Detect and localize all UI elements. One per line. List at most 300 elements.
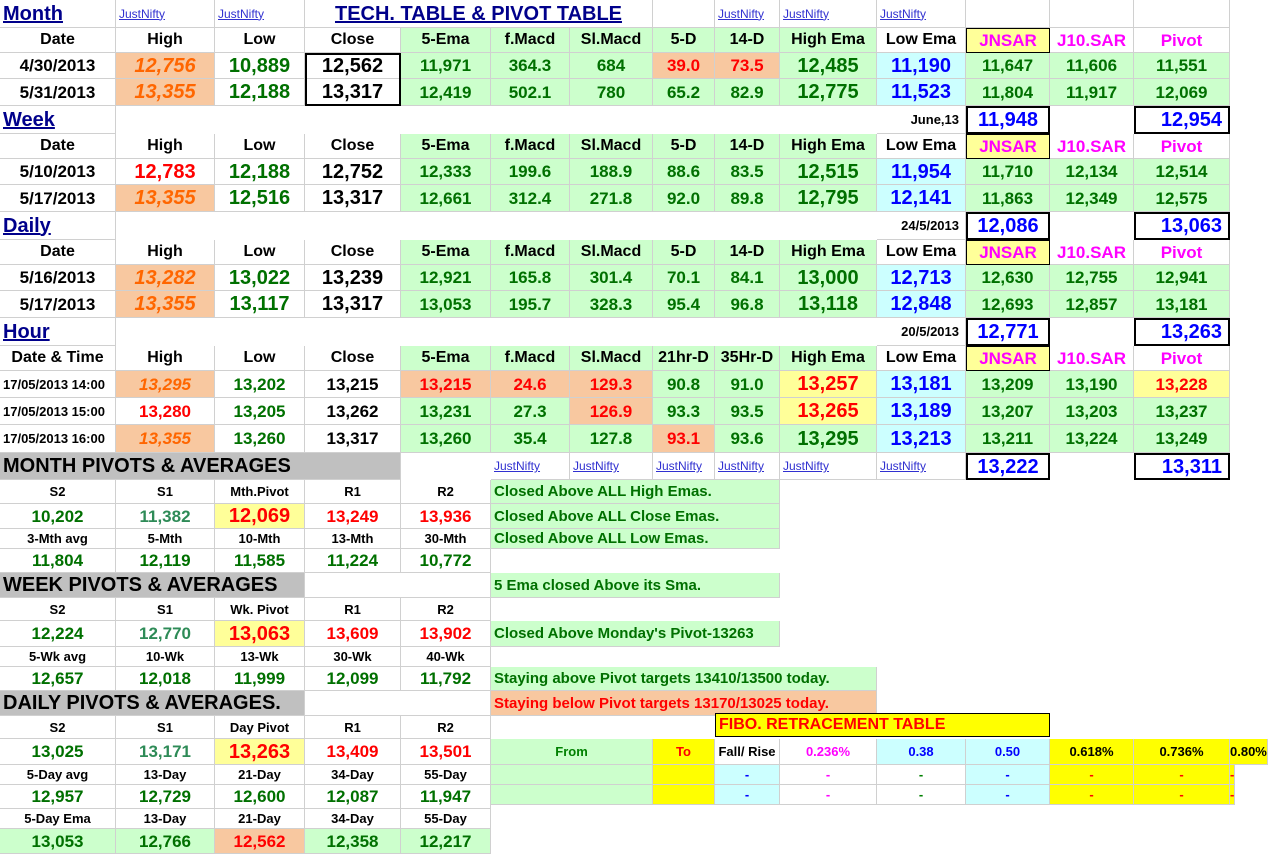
col-header-slmacd: Sl.Macd bbox=[570, 346, 653, 371]
week-fmacd-cell: 312.4 bbox=[491, 185, 570, 212]
fibo-level-header: 0.38 bbox=[877, 739, 966, 765]
week-pivot-value-4: 13,902 bbox=[401, 621, 491, 647]
week-avg-value-0: 12,657 bbox=[0, 667, 116, 691]
fibo-level-header: 0.618% bbox=[1050, 739, 1134, 765]
month-lowema-cell: 11,523 bbox=[877, 79, 966, 106]
fibo-level-cell: - bbox=[780, 785, 877, 805]
month-pivot-cell: 12,069 bbox=[1134, 79, 1230, 106]
col-header-d14: 14-D bbox=[715, 134, 780, 159]
daily-ema-value-0: 13,053 bbox=[0, 829, 116, 854]
month-avg-header-0: 3-Mth avg bbox=[0, 529, 116, 549]
week-avg-header-1: 10-Wk bbox=[116, 647, 215, 667]
daily-d14-cell: 84.1 bbox=[715, 265, 780, 291]
col-header-fmacd: f.Macd bbox=[491, 28, 570, 53]
col-header-fmacd: f.Macd bbox=[491, 134, 570, 159]
month-avg-value-2: 11,585 bbox=[215, 549, 305, 573]
daily-pivot-header-4: R2 bbox=[401, 716, 491, 739]
month-high-cell: 13,355 bbox=[116, 79, 215, 106]
month-d5-cell: 39.0 bbox=[653, 53, 715, 79]
week-avg-header-4: 40-Wk bbox=[401, 647, 491, 667]
daily-low-cell: 13,117 bbox=[215, 291, 305, 318]
hour-close-cell: 13,215 bbox=[305, 371, 401, 398]
month-pivot-value-2: 12,069 bbox=[215, 504, 305, 529]
justnifty-link: JustNifty bbox=[653, 453, 715, 480]
col-header-lowema: Low Ema bbox=[877, 134, 966, 159]
hour-lowema-cell: 13,189 bbox=[877, 398, 966, 425]
week-pivot-value-2: 13,063 bbox=[215, 621, 305, 647]
daily-pivot-value-0: 13,025 bbox=[0, 739, 116, 765]
hour-date-cell: 17/05/2013 15:00 bbox=[0, 398, 116, 425]
fibo-level-cell: - bbox=[877, 765, 966, 785]
col-header-high: High bbox=[116, 28, 215, 53]
hour-high-cell: 13,280 bbox=[116, 398, 215, 425]
month-next-jnsar: 11,948 bbox=[966, 106, 1050, 134]
daily-close-cell: 13,239 bbox=[305, 265, 401, 291]
month-jnsar-cell: 11,804 bbox=[966, 79, 1050, 106]
col-header-h35: 35Hr-D bbox=[715, 346, 780, 371]
hour-ema5-cell: 13,231 bbox=[401, 398, 491, 425]
daily-pivot-header-2: Day Pivot bbox=[215, 716, 305, 739]
col-header-d5: 5-D bbox=[653, 28, 715, 53]
month-avg-value-0: 11,804 bbox=[0, 549, 116, 573]
col-header-j10sar: J10.SAR bbox=[1050, 346, 1134, 371]
daily-ema-value-4: 12,217 bbox=[401, 829, 491, 854]
week-d5-cell: 88.6 bbox=[653, 159, 715, 185]
month-avg-value-1: 12,119 bbox=[116, 549, 215, 573]
month-low-cell: 12,188 bbox=[215, 79, 305, 106]
fibo-level-cell: - bbox=[877, 785, 966, 805]
daily-next-pivot: 13,263 bbox=[1134, 318, 1230, 346]
week-pivot-header-4: R2 bbox=[401, 598, 491, 621]
fibo-from-header: From bbox=[491, 739, 653, 765]
daily-avg-value-3: 12,087 bbox=[305, 785, 401, 809]
daily-avg-value-4: 11,947 bbox=[401, 785, 491, 809]
daily-ema-header-3: 34-Day bbox=[305, 809, 401, 829]
fibo-to-header: To bbox=[653, 739, 715, 765]
daily-pivot-cell: 12,941 bbox=[1134, 265, 1230, 291]
fibo-fall-header: Fall/ Rise bbox=[715, 739, 780, 765]
daily-pivot-header-0: S2 bbox=[0, 716, 116, 739]
col-header-date: Date bbox=[0, 240, 116, 265]
col-header-date: Date bbox=[0, 134, 116, 159]
signal-note: Closed Above ALL Close Emas. bbox=[491, 504, 780, 529]
col-header-slmacd: Sl.Macd bbox=[570, 28, 653, 53]
empty bbox=[305, 691, 491, 716]
justnifty-link: JustNifty bbox=[780, 453, 877, 480]
daily-next-jnsar: 12,771 bbox=[966, 318, 1050, 346]
month-pivot-value-4: 13,936 bbox=[401, 504, 491, 529]
week-avg-header-2: 13-Wk bbox=[215, 647, 305, 667]
hour-date-cell: 17/05/2013 16:00 bbox=[0, 425, 116, 453]
daily-fmacd-cell: 165.8 bbox=[491, 265, 570, 291]
hour-date-cell: 17/05/2013 14:00 bbox=[0, 371, 116, 398]
col-header-ema5: 5-Ema bbox=[401, 240, 491, 265]
hour-d14-cell: 91.0 bbox=[715, 371, 780, 398]
justnifty-link: JustNifty bbox=[491, 453, 570, 480]
month-pivot-value-1: 11,382 bbox=[116, 504, 215, 529]
daily-jnsar-cell: 12,693 bbox=[966, 291, 1050, 318]
justnifty-link: JustNifty bbox=[570, 453, 653, 480]
hour-high-cell: 13,295 bbox=[116, 371, 215, 398]
daily-ema-value-1: 12,766 bbox=[116, 829, 215, 854]
week-jnsar-cell: 11,710 bbox=[966, 159, 1050, 185]
col-header-j10sar: J10.SAR bbox=[1050, 134, 1134, 159]
month-date-cell: 5/31/2013 bbox=[0, 79, 116, 106]
month-j10sar-cell: 11,606 bbox=[1050, 53, 1134, 79]
week-ema5-cell: 12,661 bbox=[401, 185, 491, 212]
fibo-level-cell: - bbox=[1134, 785, 1230, 805]
hour-close-cell: 13,262 bbox=[305, 398, 401, 425]
fibo-level-header: 0.736% bbox=[1134, 739, 1230, 765]
col-header-high: High bbox=[116, 134, 215, 159]
col-header-close: Close bbox=[305, 240, 401, 265]
section-hour: Hour bbox=[0, 318, 116, 346]
month-next-pivot: 12,954 bbox=[1134, 106, 1230, 134]
hour-lowema-cell: 13,181 bbox=[877, 371, 966, 398]
fibo-level-header: 0.80% bbox=[1230, 739, 1268, 765]
week-lowema-cell: 11,954 bbox=[877, 159, 966, 185]
week-slmacd-cell: 188.9 bbox=[570, 159, 653, 185]
month-pivot-header-2: Mth.Pivot bbox=[215, 480, 305, 504]
hour-j10sar-cell: 13,224 bbox=[1050, 425, 1134, 453]
daily-slmacd-cell: 301.4 bbox=[570, 265, 653, 291]
col-header-d14: 14-D bbox=[715, 240, 780, 265]
week-pivot-header-1: S1 bbox=[116, 598, 215, 621]
month-date-cell: 4/30/2013 bbox=[0, 53, 116, 79]
hour-d5-cell: 93.1 bbox=[653, 425, 715, 453]
week-highema-cell: 12,515 bbox=[780, 159, 877, 185]
month-pivot-cell: 11,551 bbox=[1134, 53, 1230, 79]
month-avg-value-4: 10,772 bbox=[401, 549, 491, 573]
week-next-pivot: 13,063 bbox=[1134, 212, 1230, 240]
col-header-d5: 5-D bbox=[653, 240, 715, 265]
daily-highema-cell: 13,000 bbox=[780, 265, 877, 291]
justnifty-link: JustNifty bbox=[715, 453, 780, 480]
daily-close-cell: 13,317 bbox=[305, 291, 401, 318]
hour-slmacd-cell: 129.3 bbox=[570, 371, 653, 398]
col-header-h21: 21hr-D bbox=[653, 346, 715, 371]
hour-fmacd-cell: 24.6 bbox=[491, 371, 570, 398]
daily-pivot-value-2: 13,263 bbox=[215, 739, 305, 765]
col-header-highema: High Ema bbox=[780, 240, 877, 265]
daily-avg-header-4: 55-Day bbox=[401, 765, 491, 785]
daily-slmacd-cell: 328.3 bbox=[570, 291, 653, 318]
col-header-pivot: Pivot bbox=[1134, 28, 1230, 53]
col-header-lowema: Low Ema bbox=[877, 346, 966, 371]
month-low-cell: 10,889 bbox=[215, 53, 305, 79]
col-header-slmacd: Sl.Macd bbox=[570, 240, 653, 265]
daily-pivot-header-1: S1 bbox=[116, 716, 215, 739]
col-header-j10sar: J10.SAR bbox=[1050, 28, 1134, 53]
col-header-ema5: 5-Ema bbox=[401, 134, 491, 159]
daily-avg-value-0: 12,957 bbox=[0, 785, 116, 809]
col-header-pivot: Pivot bbox=[1134, 134, 1230, 159]
close-box bbox=[305, 53, 401, 106]
hour-j10sar-cell: 13,203 bbox=[1050, 398, 1134, 425]
week-pivot-header-0: S2 bbox=[0, 598, 116, 621]
col-header-jnsar: JNSAR bbox=[966, 134, 1050, 159]
col-header-low: Low bbox=[215, 346, 305, 371]
daily-ema-header-0: 5-Day Ema bbox=[0, 809, 116, 829]
month-j10sar-cell: 11,917 bbox=[1050, 79, 1134, 106]
daily-lowema-cell: 12,713 bbox=[877, 265, 966, 291]
col-header-jnsar: JNSAR bbox=[966, 346, 1050, 371]
section-week: Week bbox=[0, 106, 116, 134]
page-title: TECH. TABLE & PIVOT TABLE bbox=[305, 0, 653, 28]
month-pivot-header-3: R1 bbox=[305, 480, 401, 504]
week-ema5-cell: 12,333 bbox=[401, 159, 491, 185]
fibo-fall-cell: - bbox=[715, 785, 780, 805]
month-highema-cell: 12,485 bbox=[780, 53, 877, 79]
col-header-pivot: Pivot bbox=[1134, 346, 1230, 371]
daily-ema-value-3: 12,358 bbox=[305, 829, 401, 854]
week-avg-value-3: 12,099 bbox=[305, 667, 401, 691]
fibo-from-cell bbox=[491, 785, 653, 805]
week-close-cell: 13,317 bbox=[305, 185, 401, 212]
daily-pivot-header-3: R1 bbox=[305, 716, 401, 739]
month-avg-header-1: 5-Mth bbox=[116, 529, 215, 549]
daily-date-cell: 5/17/2013 bbox=[0, 291, 116, 318]
hour-d14-cell: 93.6 bbox=[715, 425, 780, 453]
col-header-lowema: Low Ema bbox=[877, 28, 966, 53]
empty bbox=[653, 0, 715, 28]
fibo-from-cell bbox=[491, 765, 653, 785]
fibo-title: FIBO. RETRACEMENT TABLE bbox=[715, 713, 1050, 737]
section-month: Month bbox=[0, 0, 116, 28]
month-avg-header-3: 13-Mth bbox=[305, 529, 401, 549]
fibo-level-cell: - bbox=[1230, 785, 1235, 805]
daily-low-cell: 13,022 bbox=[215, 265, 305, 291]
daily-ema-header-1: 13-Day bbox=[116, 809, 215, 829]
col-header-pivot: Pivot bbox=[1134, 240, 1230, 265]
col-header-highema: High Ema bbox=[780, 346, 877, 371]
month-avg-header-4: 30-Mth bbox=[401, 529, 491, 549]
daily-d5-cell: 70.1 bbox=[653, 265, 715, 291]
hour-highema-cell: 13,295 bbox=[780, 425, 877, 453]
month-avg-value-3: 11,224 bbox=[305, 549, 401, 573]
daily-ema5-cell: 13,053 bbox=[401, 291, 491, 318]
fibo-level-header: 0.236% bbox=[780, 739, 877, 765]
month-lowema-cell: 11,190 bbox=[877, 53, 966, 79]
fibo-level-header: 0.50 bbox=[966, 739, 1050, 765]
signal-note: Staying below Pivot targets 13170/13025 today. bbox=[491, 691, 877, 716]
month-jnsar-cell: 11,647 bbox=[966, 53, 1050, 79]
col-header-d14: 14-D bbox=[715, 28, 780, 53]
hour-j10sar-cell: 13,190 bbox=[1050, 371, 1134, 398]
daily-j10sar-cell: 12,755 bbox=[1050, 265, 1134, 291]
col-header-low: Low bbox=[215, 134, 305, 159]
fibo-level-cell: - bbox=[966, 785, 1050, 805]
fibo-level-cell: - bbox=[966, 765, 1050, 785]
week-avg-header-3: 30-Wk bbox=[305, 647, 401, 667]
daily-d14-cell: 96.8 bbox=[715, 291, 780, 318]
month-d14-cell: 73.5 bbox=[715, 53, 780, 79]
justnifty-link: JustNifty bbox=[116, 0, 215, 28]
justnifty-link: JustNifty bbox=[215, 0, 305, 28]
signal-note: Staying above Pivot targets 13410/13500 today. bbox=[491, 667, 877, 691]
col-header-low: Low bbox=[215, 240, 305, 265]
week-high-cell: 13,355 bbox=[116, 185, 215, 212]
signal-note: Closed Above ALL High Emas. bbox=[491, 480, 780, 504]
col-header-jnsar: JNSAR bbox=[966, 28, 1050, 53]
col-header-jnsar: JNSAR bbox=[966, 240, 1050, 265]
week-fmacd-cell: 199.6 bbox=[491, 159, 570, 185]
daily-high-cell: 13,282 bbox=[116, 265, 215, 291]
hour-pivot-cell: 13,249 bbox=[1134, 425, 1230, 453]
col-header-highema: High Ema bbox=[780, 28, 877, 53]
month-highema-cell: 12,775 bbox=[780, 79, 877, 106]
month-pivot-header-1: S1 bbox=[116, 480, 215, 504]
hour-low-cell: 13,260 bbox=[215, 425, 305, 453]
hour-close-cell: 13,317 bbox=[305, 425, 401, 453]
week-pivot-header-2: Wk. Pivot bbox=[215, 598, 305, 621]
daily-j10sar-cell: 12,857 bbox=[1050, 291, 1134, 318]
col-header-low: Low bbox=[215, 28, 305, 53]
month-d5-cell: 65.2 bbox=[653, 79, 715, 106]
hour-next-jnsar: 13,222 bbox=[966, 453, 1050, 480]
col-header-fmacd: f.Macd bbox=[491, 240, 570, 265]
month-close-cell: 13,317 bbox=[305, 79, 401, 106]
week-close-cell: 12,752 bbox=[305, 159, 401, 185]
fibo-level-cell: - bbox=[1134, 765, 1230, 785]
fibo-to-cell bbox=[653, 785, 715, 805]
week-high-cell: 12,783 bbox=[116, 159, 215, 185]
week-avg-value-2: 11,999 bbox=[215, 667, 305, 691]
daily-date-cell: 5/16/2013 bbox=[0, 265, 116, 291]
week-lowema-cell: 12,141 bbox=[877, 185, 966, 212]
daily-avg-header-0: 5-Day avg bbox=[0, 765, 116, 785]
justnifty-link: JustNifty bbox=[877, 0, 966, 28]
col-header-high: High bbox=[116, 346, 215, 371]
fibo-fall-cell: - bbox=[715, 765, 780, 785]
hour-d14-cell: 93.5 bbox=[715, 398, 780, 425]
hour-slmacd-cell: 126.9 bbox=[570, 398, 653, 425]
week-pivot-value-3: 13,609 bbox=[305, 621, 401, 647]
hour-ema5-cell: 13,215 bbox=[401, 371, 491, 398]
month-pivots-title: MONTH PIVOTS & AVERAGES bbox=[0, 453, 401, 480]
daily-jnsar-cell: 12,630 bbox=[966, 265, 1050, 291]
week-pivot-value-0: 12,224 bbox=[0, 621, 116, 647]
fibo-level-cell: - bbox=[1230, 765, 1235, 785]
hour-high-cell: 13,355 bbox=[116, 425, 215, 453]
month-fmacd-cell: 364.3 bbox=[491, 53, 570, 79]
fibo-level-cell: - bbox=[780, 765, 877, 785]
hour-highema-cell: 13,265 bbox=[780, 398, 877, 425]
fibo-to-cell bbox=[653, 765, 715, 785]
signal-note: 5 Ema closed Above its Sma. bbox=[491, 573, 780, 598]
justnifty-link: JustNifty bbox=[877, 453, 966, 480]
hour-d5-cell: 93.3 bbox=[653, 398, 715, 425]
daily-ema-header-2: 21-Day bbox=[215, 809, 305, 829]
week-avg-header-0: 5-Wk avg bbox=[0, 647, 116, 667]
month-ema5-cell: 12,419 bbox=[401, 79, 491, 106]
daily-pivot-cell: 13,181 bbox=[1134, 291, 1230, 318]
col-header-j10sar: J10.SAR bbox=[1050, 240, 1134, 265]
month-close-cell: 12,562 bbox=[305, 53, 401, 79]
empty bbox=[1050, 0, 1134, 28]
daily-pivots-title: DAILY PIVOTS & AVERAGES. bbox=[0, 691, 305, 716]
hour-ema5-cell: 13,260 bbox=[401, 425, 491, 453]
hour-fmacd-cell: 27.3 bbox=[491, 398, 570, 425]
empty bbox=[966, 0, 1050, 28]
week-date-cell: 5/10/2013 bbox=[0, 159, 116, 185]
hour-low-cell: 13,205 bbox=[215, 398, 305, 425]
daily-pivot-value-4: 13,501 bbox=[401, 739, 491, 765]
week-pivot-cell: 12,575 bbox=[1134, 185, 1230, 212]
col-header-d5: 5-D bbox=[653, 134, 715, 159]
month-pivot-value-0: 10,202 bbox=[0, 504, 116, 529]
col-header-high: High bbox=[116, 240, 215, 265]
daily-high-cell: 13,355 bbox=[116, 291, 215, 318]
week-date-cell: 5/17/2013 bbox=[0, 185, 116, 212]
week-j10sar-cell: 12,134 bbox=[1050, 159, 1134, 185]
week-d14-cell: 89.8 bbox=[715, 185, 780, 212]
week-slmacd-cell: 271.8 bbox=[570, 185, 653, 212]
signal-note: Closed Above ALL Low Emas. bbox=[491, 529, 780, 549]
week-next-label: 24/5/2013 bbox=[877, 212, 966, 240]
daily-d5-cell: 95.4 bbox=[653, 291, 715, 318]
week-d5-cell: 92.0 bbox=[653, 185, 715, 212]
week-low-cell: 12,516 bbox=[215, 185, 305, 212]
week-pivots-title: WEEK PIVOTS & AVERAGES bbox=[0, 573, 305, 598]
week-j10sar-cell: 12,349 bbox=[1050, 185, 1134, 212]
fibo-level-cell: - bbox=[1050, 785, 1134, 805]
empty bbox=[1134, 0, 1230, 28]
week-pivot-header-3: R1 bbox=[305, 598, 401, 621]
month-slmacd-cell: 684 bbox=[570, 53, 653, 79]
week-pivot-cell: 12,514 bbox=[1134, 159, 1230, 185]
daily-pivot-value-3: 13,409 bbox=[305, 739, 401, 765]
daily-highema-cell: 13,118 bbox=[780, 291, 877, 318]
hour-pivot-cell: 13,237 bbox=[1134, 398, 1230, 425]
month-fmacd-cell: 502.1 bbox=[491, 79, 570, 106]
daily-next-label: 20/5/2013 bbox=[877, 318, 966, 346]
col-header-close: Close bbox=[305, 134, 401, 159]
hour-jnsar-cell: 13,207 bbox=[966, 398, 1050, 425]
justnifty-link: JustNifty bbox=[715, 0, 780, 28]
daily-fmacd-cell: 195.7 bbox=[491, 291, 570, 318]
hour-low-cell: 13,202 bbox=[215, 371, 305, 398]
daily-avg-value-2: 12,600 bbox=[215, 785, 305, 809]
daily-ema5-cell: 12,921 bbox=[401, 265, 491, 291]
col-header-fmacd: f.Macd bbox=[491, 346, 570, 371]
hour-lowema-cell: 13,213 bbox=[877, 425, 966, 453]
col-header-datetime: Date & Time bbox=[0, 346, 116, 371]
col-header-lowema: Low Ema bbox=[877, 240, 966, 265]
week-low-cell: 12,188 bbox=[215, 159, 305, 185]
hour-highema-cell: 13,257 bbox=[780, 371, 877, 398]
col-header-highema: High Ema bbox=[780, 134, 877, 159]
col-header-close: Close bbox=[305, 346, 401, 371]
week-avg-value-1: 12,018 bbox=[116, 667, 215, 691]
hour-next-pivot: 13,311 bbox=[1134, 453, 1230, 480]
hour-d5-cell: 90.8 bbox=[653, 371, 715, 398]
daily-pivot-value-1: 13,171 bbox=[116, 739, 215, 765]
daily-avg-header-3: 34-Day bbox=[305, 765, 401, 785]
month-slmacd-cell: 780 bbox=[570, 79, 653, 106]
col-header-ema5: 5-Ema bbox=[401, 28, 491, 53]
empty bbox=[305, 573, 491, 598]
hour-jnsar-cell: 13,211 bbox=[966, 425, 1050, 453]
month-pivot-value-3: 13,249 bbox=[305, 504, 401, 529]
daily-lowema-cell: 12,848 bbox=[877, 291, 966, 318]
week-avg-value-4: 11,792 bbox=[401, 667, 491, 691]
daily-avg-value-1: 12,729 bbox=[116, 785, 215, 809]
col-header-date: Date bbox=[0, 28, 116, 53]
hour-fmacd-cell: 35.4 bbox=[491, 425, 570, 453]
week-d14-cell: 83.5 bbox=[715, 159, 780, 185]
section-daily: Daily bbox=[0, 212, 116, 240]
